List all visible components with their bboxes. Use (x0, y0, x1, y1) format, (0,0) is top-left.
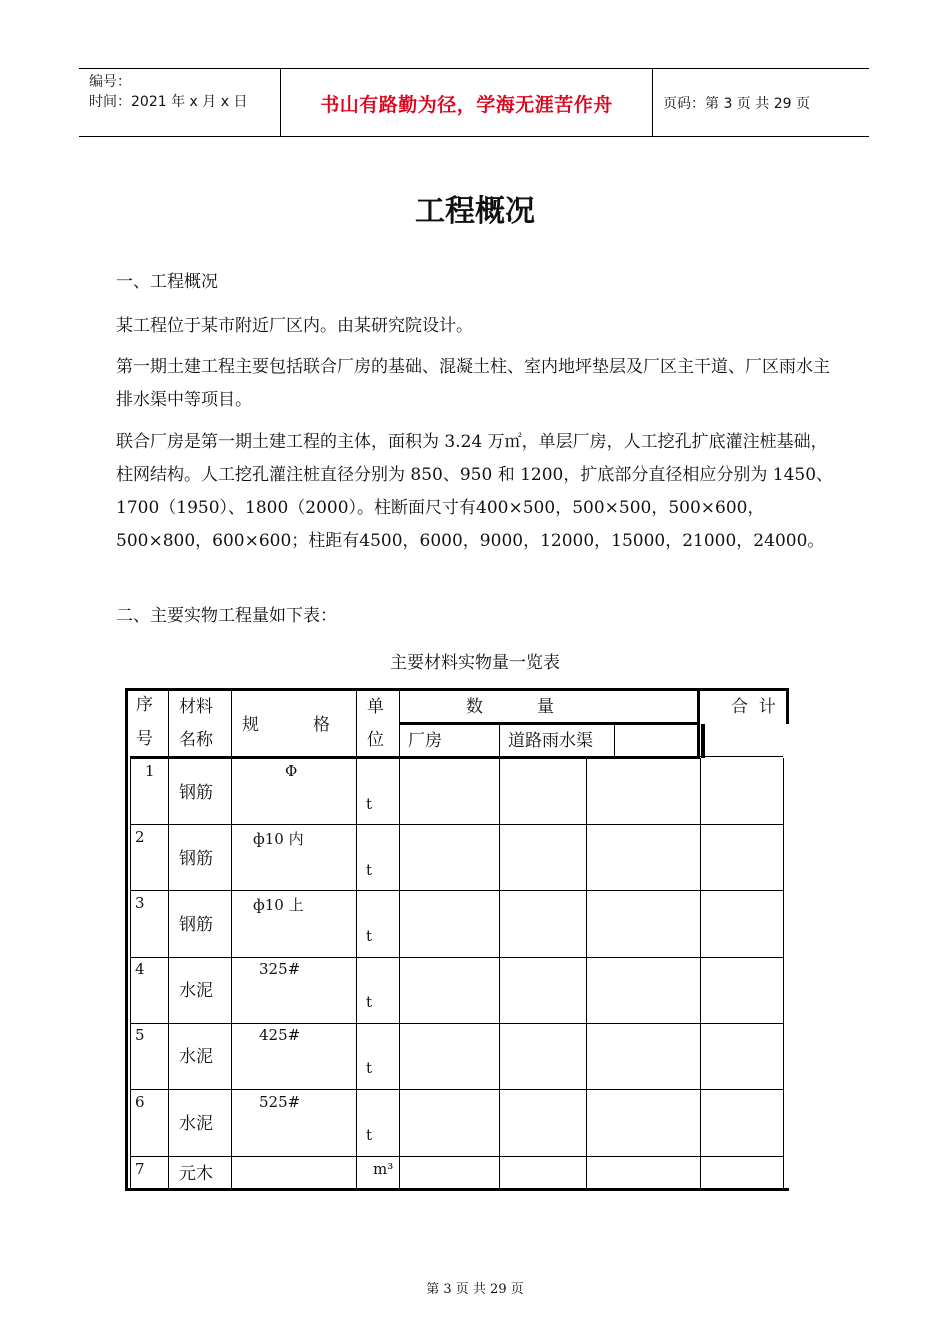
row-no: 2 (135, 828, 145, 846)
row-name: 水泥 (179, 1114, 213, 1134)
table-border (786, 688, 789, 724)
row-spec: 325# (259, 960, 301, 978)
table-caption: 主要材料实物量一览表 (390, 653, 560, 673)
row-unit: t (366, 1059, 373, 1077)
row-name: 元木 (179, 1164, 213, 1184)
header-unit-2: 位 (367, 730, 384, 750)
table-line (168, 688, 169, 1188)
table-line (697, 690, 700, 758)
header-time: 时间：2021 年 x 月 x 日 (89, 94, 248, 110)
table-line (399, 722, 699, 725)
table-line (130, 756, 783, 757)
section-heading-1: 一、工程概况 (116, 272, 218, 292)
row-spec: 425# (259, 1026, 301, 1044)
row-spec: 525# (259, 1093, 301, 1111)
header-divider (652, 69, 653, 136)
paragraph-scope: 第一期土建工程主要包括联合厂房的基础、混凝土柱、室内地坪垫层及厂区主干道、厂区雨水主排水渠中等项目。 (116, 357, 830, 410)
row-spec: ф10 内 (253, 830, 304, 848)
header-number: 编号： (89, 74, 131, 90)
header-spec: 规 格 (242, 715, 331, 735)
paragraph-location: 某工程位于某市附近厂区内。由某研究院设计。 (116, 316, 473, 336)
header-seq-2: 号 (136, 729, 153, 749)
paragraph-structure: 联合厂房是第一期土建工程的主体，面积为 3.24 万㎡，单层厂房，人工挖孔扩底灌注桩基础，柱网结构。人工挖孔灌注桩直径分别为 850、950 和 1200，扩底部分直径相应分别为 1450、1700（1950）、1800（2000）。柱断面尺寸有400×500，500×500，500×600，500×800，600×600；柱距有4500，6000，9000，12000，15000，21000，24000。 (116, 432, 834, 551)
row-unit: t (366, 927, 373, 945)
row-name: 钢筋 (179, 783, 213, 803)
header-material-2: 名称 (179, 730, 213, 750)
row-name: 水泥 (179, 1047, 213, 1067)
row-name: 水泥 (179, 981, 213, 1001)
header-plant: 厂房 (408, 731, 442, 751)
materials-table (125, 688, 789, 1191)
section-heading-2: 二、主要实物工程量如下表： (116, 606, 337, 626)
table-line (130, 1023, 783, 1024)
document-title: 工程概况 (415, 194, 535, 229)
row-unit: t (366, 993, 373, 1011)
header-quantity: 数 量 (466, 697, 555, 717)
table-border (125, 688, 128, 1191)
table-line (130, 1156, 783, 1157)
table-line (130, 957, 783, 958)
table-border (783, 758, 784, 1188)
header-seq-1: 序 (136, 695, 153, 715)
header-road: 道路雨水渠 (508, 731, 593, 751)
header-unit-1: 单 (367, 697, 384, 717)
row-spec: Φ (285, 762, 298, 780)
row-unit: t (366, 795, 373, 813)
row-name: 钢筋 (179, 915, 213, 935)
row-no: 6 (135, 1093, 145, 1111)
table-line (701, 724, 705, 758)
page-header (79, 68, 869, 137)
row-no: 4 (135, 960, 145, 978)
table-line (399, 688, 400, 1188)
table-line (614, 724, 615, 758)
table-line (700, 758, 701, 1188)
table-line (130, 1089, 783, 1090)
row-unit: t (366, 1126, 373, 1144)
row-no: 7 (135, 1160, 145, 1178)
header-meta (89, 72, 247, 112)
header-motto: 书山有路勤为径，学海无涯苦作舟 (320, 94, 613, 116)
table-line (586, 758, 587, 1188)
row-spec: ф10 上 (253, 896, 304, 914)
row-no: 5 (135, 1026, 145, 1044)
header-material-1: 材料 (179, 697, 213, 717)
header-total: 合 计 (731, 697, 776, 717)
table-line (130, 756, 131, 1188)
table-line (130, 890, 783, 891)
row-unit: m³ (373, 1160, 394, 1178)
header-page-info: 页码：第 3 页 共 29 页 (663, 96, 810, 112)
table-line (231, 688, 232, 1188)
row-unit: t (366, 861, 373, 879)
table-line (130, 824, 783, 825)
page-footer: 第 3 页 共 29 页 (426, 1282, 524, 1297)
table-border (125, 1188, 789, 1191)
table-border (125, 688, 789, 691)
table-line (356, 688, 357, 1188)
row-name: 钢筋 (179, 849, 213, 869)
table-line (499, 724, 500, 1188)
row-no: 1 (145, 762, 155, 780)
row-no: 3 (135, 894, 145, 912)
